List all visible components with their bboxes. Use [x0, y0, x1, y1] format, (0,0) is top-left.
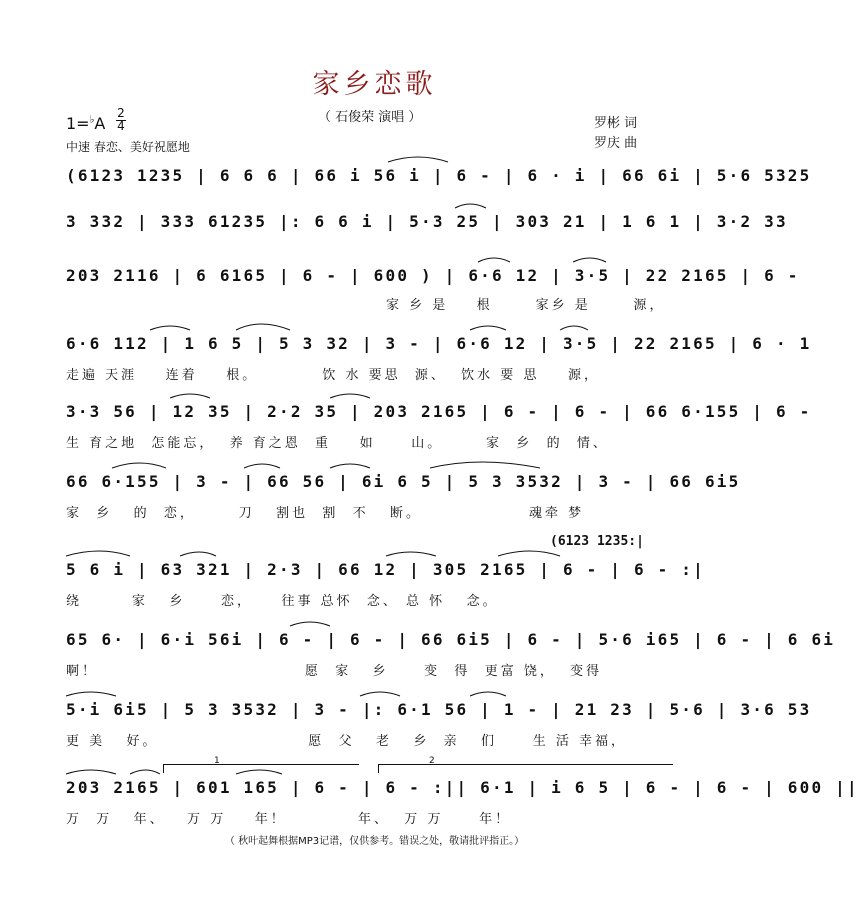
- jianpu-notes: 3 332 | 333 61235 |: 6 6 i | 5·3 25 | 303 21 | 1 6 1 | 3·2 33: [66, 212, 788, 231]
- time-signature: 2 4: [117, 106, 125, 133]
- jianpu-notes: 3·3 56 | 12 35 | 2·2 35 | 203 2165 | 6 - | 6 - | 66 6·155 | 6 -: [66, 402, 812, 421]
- jianpu-notes: 66 6·155 | 3 - | 66 56 | 6i 6 5 | 5 3 3532 | 3 - | 66 6i5: [66, 472, 741, 491]
- jianpu-notes: 65 6· | 6·i 56i | 6 - | 6 - | 66 6i5 | 6 - | 5·6 i65 | 6 - | 6 6i: [66, 630, 836, 649]
- tempo-marking: 中速 春恋、美好祝愿地: [66, 140, 190, 154]
- lyric-line-3: 生 育之地 怎能忘， 养 育之恩 重 如 山。 家 乡 的 情、: [66, 436, 609, 451]
- flat-symbol: ♭: [89, 114, 95, 126]
- performer-credit: （ 石俊荣 演唱 ）: [318, 110, 422, 125]
- jianpu-notes: (6123 1235 | 6 6 6 | 66 i 56 i | 6 - | 6 · i | 66 6i | 5·6 5325: [66, 166, 812, 185]
- jianpu-notes: 203 2116 | 6 6165 | 6 - | 600 ) | 6·6 12 | 3·5 | 22 2165 | 6 -: [66, 266, 800, 285]
- lyric-line-4: 家 乡 的 恋， 刀 割也 割 不 断。 魂牵 梦: [66, 506, 585, 521]
- repeat-tail: (6123 1235:|: [550, 534, 644, 549]
- lyricist-credit: 罗彬 词: [594, 116, 638, 131]
- jianpu-notes: 203 2165 | 601 165 | 6 - | 6 - :|| 6·1 | i 6 5 | 6 - | 6 - | 600 ||: [66, 778, 859, 797]
- lyric-line-2: 走遍 天涯 连着 根。 饮 水 要思 源、 饮水 要 思 源，: [66, 368, 600, 383]
- jianpu-notes: 6·6 112 | 1 6 5 | 5 3 32 | 3 - | 6·6 12 | 3·5 | 22 2165 | 6 · 1: [66, 334, 812, 353]
- volta-label: 1: [214, 756, 220, 766]
- lyric-line-6: 啊！ 愿 家 乡 变 得 更富 饶， 变得: [66, 664, 603, 679]
- volta-label: 2: [429, 756, 435, 766]
- composer-credit: 罗庆 曲: [594, 136, 638, 151]
- transcription-footnote: （ 秋叶起舞根据MP3记谱，仅供参考。错误之处，敬请批评指正。）: [224, 836, 525, 847]
- song-title: 家乡恋歌: [312, 69, 437, 100]
- lyric-line-7: 更 美 好。 愿 父 老 乡 亲 们 生 活 幸福，: [66, 734, 627, 749]
- lyric-line-1: 家 乡 是 根 家乡 是 源，: [386, 298, 666, 313]
- jianpu-notes: 5·i 6i5 | 5 3 3532 | 3 - |: 6·1 56 | 1 - | 21 23 | 5·6 | 3·6 53: [66, 700, 812, 719]
- lyric-line-5: 绕 家 乡 恋， 往事 总怀 念、 总 怀 念。: [66, 594, 499, 609]
- jianpu-notes: 5 6 i | 63 321 | 2·3 | 66 12 | 305 2165 | 6 - | 6 - :|: [66, 560, 705, 579]
- key-signature: 1=♭A: [66, 114, 106, 133]
- lyric-line-8: 万 万 年、 万 万 年！ 年、 万 万 年！: [66, 812, 512, 827]
